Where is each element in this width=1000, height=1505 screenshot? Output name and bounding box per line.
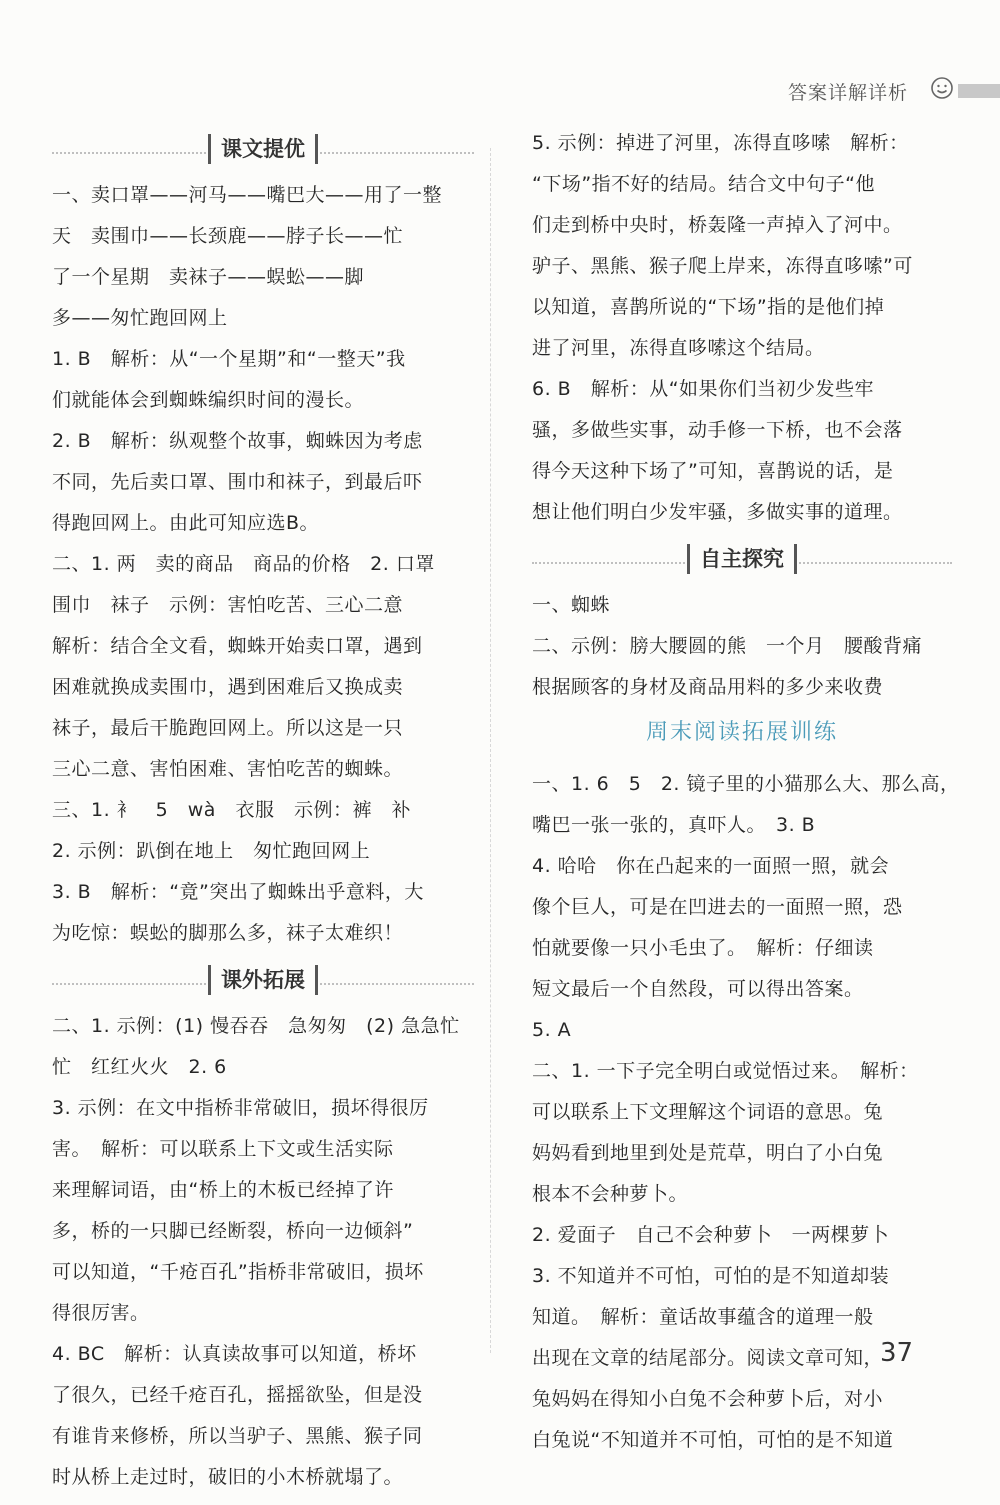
header-decor-bar	[958, 84, 1000, 98]
answer-line: 可以联系上下文理解这个词语的意思。兔	[532, 1101, 884, 1123]
answer-line: 3. 示例：在文中指桥非常破旧，损坏得很厉	[52, 1097, 429, 1119]
answer-line: 二、1. 两 卖的商品 商品的价格 2. 口罩	[52, 553, 435, 575]
answer-line: 解析：结合全文看，蜘蛛开始卖口罩，遇到	[52, 635, 423, 657]
answer-line: 妈妈看到地里到处是荒草，明白了小白兔	[532, 1142, 884, 1164]
answer-line: 三、1. 衤 5 wà 衣服 示例：裤 补	[52, 799, 411, 821]
answer-line: 驴子、黑熊、猴子爬上岸来，冻得直哆嗦”可	[532, 255, 913, 277]
section-kewen-body	[52, 182, 474, 947]
answer-line: 进了河里，冻得直哆嗦这个结局。	[532, 337, 825, 359]
answer-line: 二、示例：膀大腰圆的熊 一个月 腰酸背痛	[532, 635, 923, 657]
answer-line: 2. 爱面子 自己不会种萝卜 一两棵萝卜	[532, 1224, 890, 1246]
answer-line: 忙 红红火火 2. 6	[52, 1056, 227, 1078]
left-column	[52, 130, 474, 1505]
answer-line: 一、1. 6 5 2. 镜子里的小猫那么大、那么高，	[532, 773, 960, 795]
answer-line: 3. B 解析：“竟”突出了蜘蛛出乎意料，大	[52, 881, 424, 903]
answer-line: 5. 示例：掉进了河里，冻得直哆嗦 解析：	[532, 132, 909, 154]
answer-line: 时从桥上走过时，破旧的小木桥就塌了。	[52, 1466, 404, 1488]
answer-line: 得今天这种下场了”可知，喜鹊说的话，是	[532, 460, 894, 482]
answer-line: 一、蜘蛛	[532, 594, 611, 616]
answer-line: 6. B 解析：从“如果你们当初少发些牢	[532, 378, 875, 400]
answer-line: 得跑回网上。由此可知应选B。	[52, 512, 320, 534]
answer-line: 以知道，喜鹊所说的“下场”指的是他们掉	[532, 296, 885, 318]
answer-line: 不同，先后卖口罩、围巾和袜子，到最后吓	[52, 471, 423, 493]
answer-line: 为吃惊：蜈蚣的脚那么多，袜子太难织！	[52, 922, 404, 944]
answer-line: 骚，多做些实事，动手修一下桥，也不会落	[532, 419, 903, 441]
answer-line: 袜子，最后干脆跑回网上。所以这是一只	[52, 717, 404, 739]
page-header-title: 答案详解详析	[788, 82, 909, 104]
answer-line: “下场”指不好的结局。结合文中句子“他	[532, 173, 876, 195]
answer-line: 害。 解析：可以联系上下文或生活实际	[52, 1138, 394, 1160]
answer-line: 嘴巴一张一张的，真吓人。 3. B	[532, 814, 816, 836]
answer-line: 4. 哈哈 你在凸起来的一面照一照，就会	[532, 855, 890, 877]
answer-line: 三心二意、害怕困难、害怕吃苦的蜘蛛。	[52, 758, 404, 780]
answer-line: 天 卖围巾——长颈鹿——脖子长——忙	[52, 225, 404, 247]
answer-line: 2. B 解析：纵观整个故事，蜘蛛因为考虑	[52, 430, 423, 452]
section-title-kewen	[52, 130, 474, 176]
answer-line: 像个巨人，可是在凹进去的一面照一照，恐	[532, 896, 903, 918]
section-label: 自主探究	[687, 544, 797, 574]
answer-line: 可以知道，“千疮百孔”指桥非常破旧，损坏	[52, 1261, 424, 1283]
answer-line: 了一个星期 卖袜子——蜈蚣——脚	[52, 266, 365, 288]
answer-line: 1. B 解析：从“一个星期”和“一整天”我	[52, 348, 406, 370]
section-title-zizhu	[532, 540, 952, 586]
answer-line: 2. 示例：趴倒在地上 匆忙跑回网上	[52, 840, 371, 862]
answer-line: 根本不会种萝卜。	[532, 1183, 689, 1205]
page-number: 37	[880, 1338, 914, 1368]
answer-line: 了很久，已经千疮百孔，摇摇欲坠，但是没	[52, 1384, 423, 1406]
answer-line: 4. BC 解析：认真读故事可以知道，桥坏	[52, 1343, 417, 1365]
answer-line: 3. 不知道并不可怕，可怕的是不知道却装	[532, 1265, 890, 1287]
answer-line: 兔妈妈在得知小白兔不会种萝卜后，对小	[532, 1388, 884, 1410]
smiley-icon	[930, 76, 954, 100]
section-label: 课外拓展	[208, 965, 318, 995]
answer-line: 一、卖口罩——河马——嘴巴大——用了一整	[52, 184, 443, 206]
answer-line: 有谁肯来修桥，所以当驴子、黑熊、猴子同	[52, 1425, 423, 1447]
answer-line: 白兔说“不知道并不可怕，可怕的是不知道	[532, 1429, 894, 1451]
answer-line: 5. A	[532, 1019, 572, 1041]
answer-line: 知道。 解析：童话故事蕴含的道理一般	[532, 1306, 874, 1328]
answer-line: 二、1. 示例：(1) 慢吞吞 急匆匆 (2) 急急忙	[52, 1015, 460, 1037]
answer-line: 短文最后一个自然段，可以得出答案。	[532, 978, 864, 1000]
answer-line: 们走到桥中央时，桥轰隆一声掉入了河中。	[532, 214, 903, 236]
answer-line: 根据顾客的身材及商品用料的多少来收费	[532, 676, 884, 698]
continued-answers	[532, 130, 952, 526]
section-label: 课文提优	[208, 134, 318, 164]
answer-line: 想让他们明白少发牢骚，多做实事的道理。	[532, 501, 903, 523]
section-zizhu-body	[532, 592, 952, 701]
answer-line: 出现在文章的结尾部分。阅读文章可知，	[532, 1347, 884, 1369]
answer-line: 多，桥的一只脚已经断裂，桥向一边倾斜”	[52, 1220, 414, 1242]
answer-line: 得很厉害。	[52, 1302, 150, 1324]
answer-line: 来理解词语，由“桥上的木板已经掉了许	[52, 1179, 394, 1201]
answer-line: 多——匆忙跑回网上	[52, 307, 228, 329]
column-divider	[490, 148, 491, 1353]
section-kewai-body	[52, 1013, 474, 1491]
section-title-kewai	[52, 961, 474, 1007]
answer-line: 困难就换成卖围巾，遇到困难后又换成卖	[52, 676, 404, 698]
weekend-reading-title: 周末阅读拓展训练	[645, 720, 838, 745]
answer-line: 二、1. 一下子完全明白或觉悟过来。 解析：	[532, 1060, 919, 1082]
answer-line: 怕就要像一只小毛虫了。 解析：仔细读	[532, 937, 874, 959]
answer-line: 们就能体会到蜘蛛编织时间的漫长。	[52, 389, 365, 411]
right-column	[532, 130, 960, 1468]
answer-line: 围巾 袜子 示例：害怕吃苦、三心二意	[52, 594, 404, 616]
